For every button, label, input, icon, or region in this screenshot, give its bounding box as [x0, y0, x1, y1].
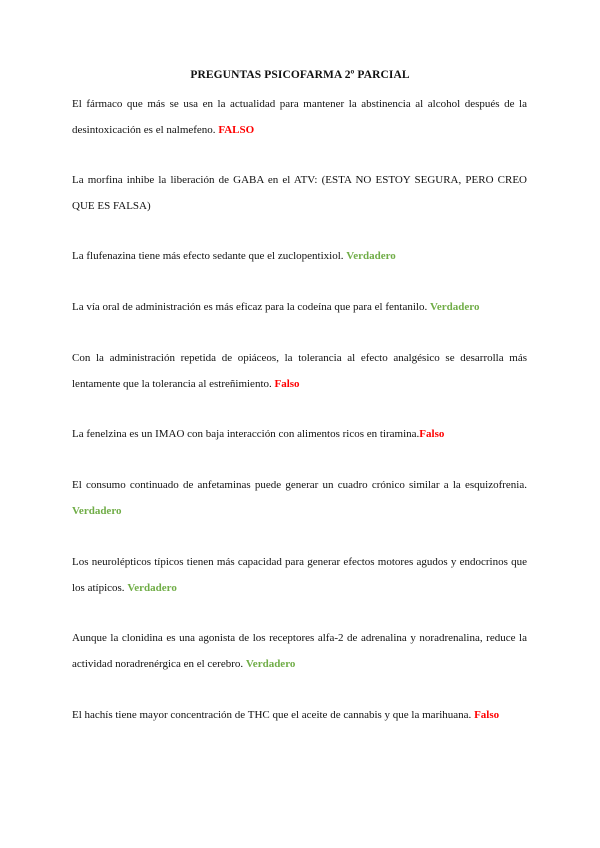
question-text: La vía oral de administración es más eficaz para la codeína que para el fentanilo. [72, 301, 430, 313]
question-1 [72, 92, 527, 143]
answer-label: Verdadero [127, 581, 177, 594]
question-3 [72, 244, 527, 270]
question-text: Con la administración repetida de opiáceos, la tolerancia al efecto analgésico se desarrolla más lentamente que la tolerancia al estreñimiento. [72, 352, 527, 390]
answer-label: Falso [474, 709, 500, 721]
question-10 [72, 703, 527, 729]
question-text: Los neurolépticos típicos tienen más capacidad para generar efectos motores agudos y endocrinos que los atípicos. [72, 556, 527, 594]
answer-label: Verdadero [429, 301, 480, 313]
question-4 [72, 295, 527, 321]
question-text: La fenelzina es un IMAO con baja interacción con alimentos ricos en tiramina. [72, 428, 420, 440]
question-8 [72, 550, 527, 601]
question-text: Aunque la clonidina es una agonista de los receptores alfa-2 de adrenalina y noradrenalina, reduce la actividad noradrenérgica en el cerebro. [72, 632, 527, 670]
question-text: El consumo continuado de anfetaminas puede generar un cuadro crónico similar a la esquizofrenia. [72, 479, 527, 491]
question-text: La flufenazina tiene más efecto sedante que el zuclopentixiol. [72, 250, 347, 262]
question-9 [72, 626, 527, 677]
question-text: El hachís tiene mayor concentración de THC que el aceite de cannabis y que la marihuana. [72, 709, 475, 721]
answer-label: Verdadero [346, 250, 396, 262]
answer-label: Falso [274, 377, 300, 390]
answer-label: Verdadero [72, 504, 122, 517]
answer-label: Verdadero [245, 657, 296, 670]
question-text: El fármaco que más se usa en la actualidad para mantener la abstinencia al alcohol después de la desintoxicación es el nalmefeno. [72, 98, 527, 136]
question-5 [72, 346, 527, 397]
page-title: PREGUNTAS PSICOFARMA 2º PARCIAL [190, 69, 410, 81]
question-2 [72, 168, 527, 219]
answer-label: FALSO [218, 123, 255, 136]
answer-label: Falso [419, 428, 445, 440]
question-7 [72, 473, 527, 524]
question-6 [72, 422, 527, 448]
question-text: La morfina inhibe la liberación de GABA en el ATV: (ESTA NO ESTOY SEGURA, PERO CREO QUE ES FALSA) [72, 174, 527, 212]
